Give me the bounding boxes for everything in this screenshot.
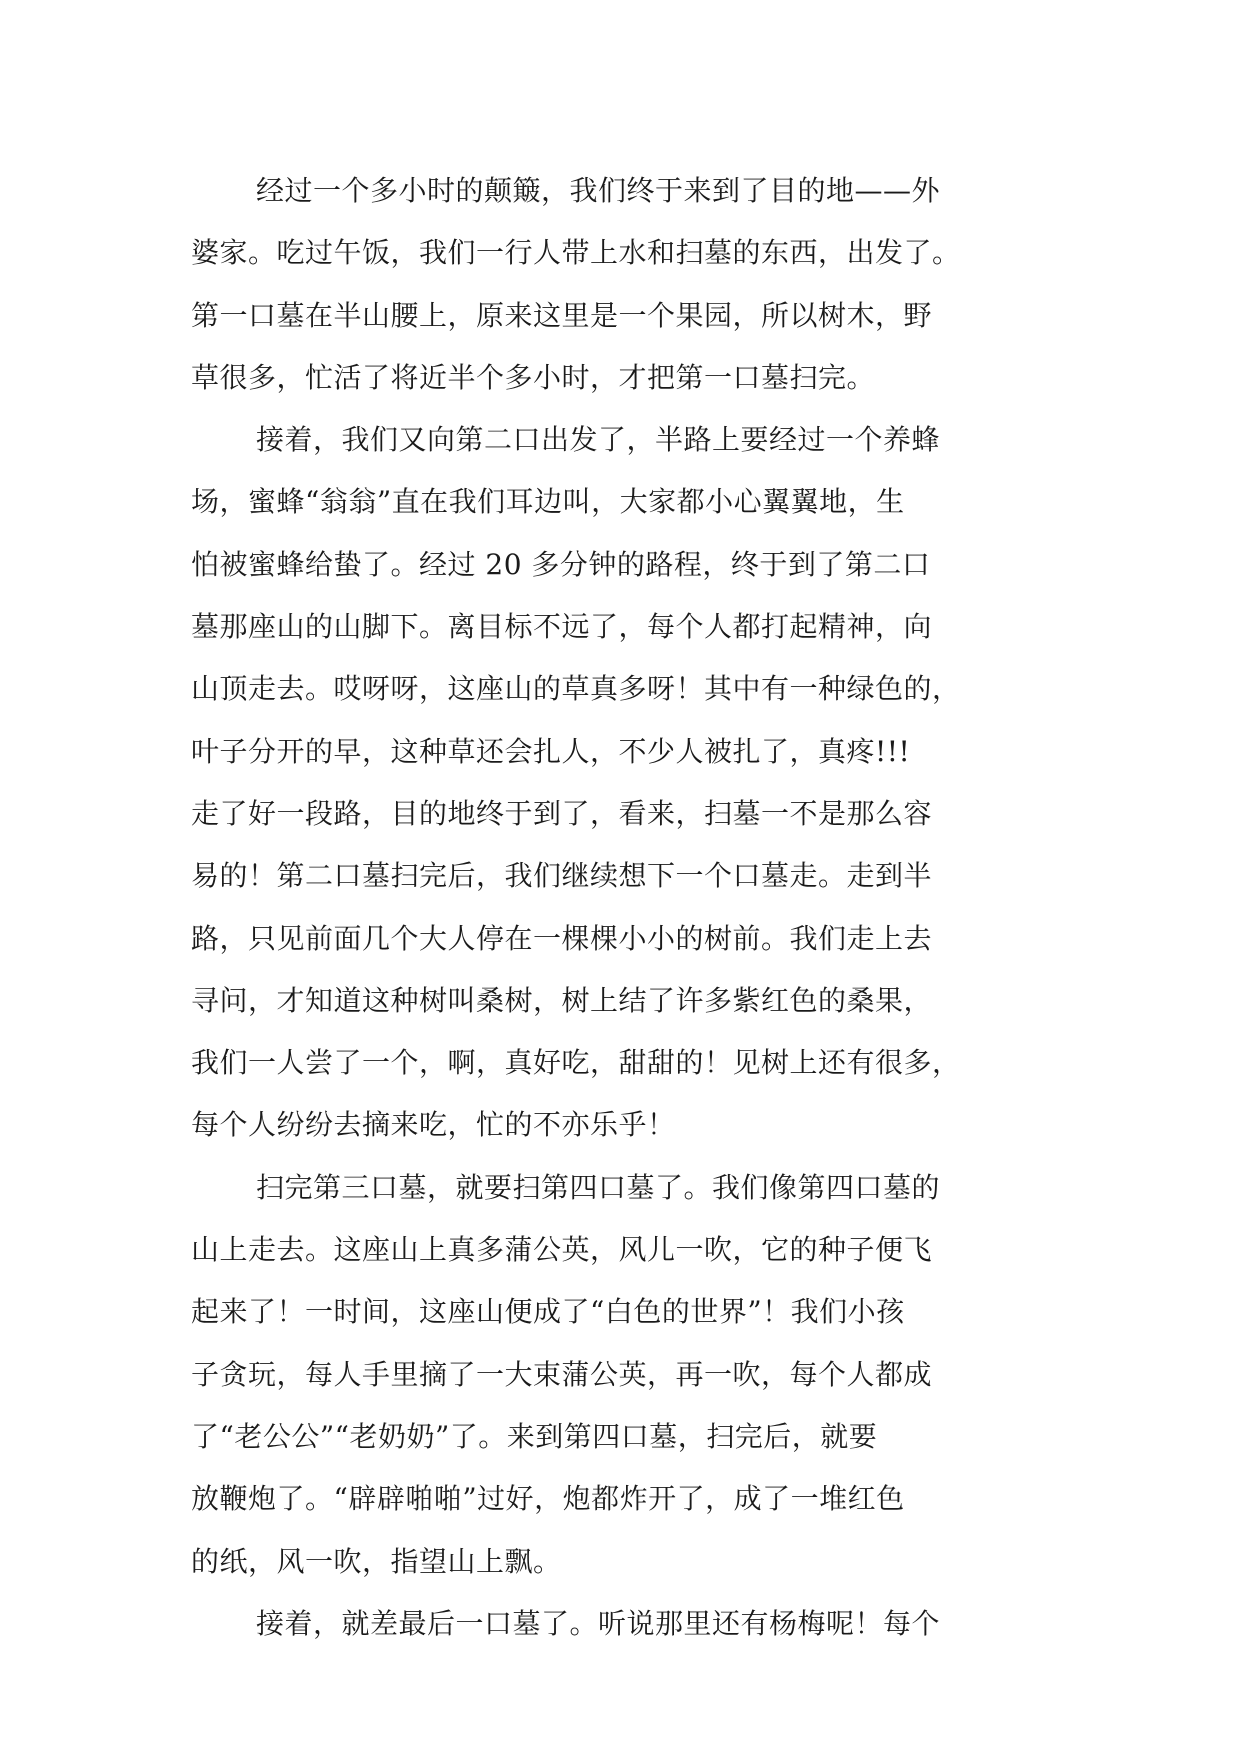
text-line: 走了好一段路，目的地终于到了，看来，扫墓一不是那么容 — [191, 796, 933, 830]
text-line: 放鞭炮了。“辟辟啪啪”过好，炮都炸开了，成了一堆红色 — [191, 1482, 905, 1516]
text-line: 了“老公公”“老奶奶”了。来到第四口墓，扫完后，就要 — [191, 1419, 878, 1453]
text-line: 山顶走去。哎呀呀，这座山的草真多呀！其中有一种绿色的， — [191, 672, 961, 706]
text-line: 寻问，才知道这种树叫桑树，树上结了许多紫红色的桑果， — [191, 983, 933, 1017]
text-line: 我们一人尝了一个，啊，真好吃，甜甜的！见树上还有很多， — [191, 1046, 961, 1080]
text-line: 路，只见前面几个大人停在一棵棵小小的树前。我们走上去 — [191, 921, 933, 955]
text-line: 山上走去。这座山上真多蒲公英，风儿一吹，它的种子便飞 — [191, 1233, 933, 1267]
text-line: 扫完第三口墓，就要扫第四口墓了。我们像第四口墓的 — [256, 1170, 941, 1204]
text-line: 的纸，风一吹，指望山上飘。 — [191, 1544, 562, 1578]
text-line: 易的！第二口墓扫完后，我们继续想下一个口墓走。走到半 — [191, 859, 933, 893]
text-line: 场，蜜蜂“翁翁”直在我们耳边叫，大家都小心翼翼地，生 — [191, 485, 905, 519]
text-line: 草很多，忙活了将近半个多小时，才把第一口墓扫完。 — [191, 360, 876, 394]
text-line: 接着，就差最后一口墓了。听说那里还有杨梅呢！每个 — [256, 1606, 941, 1640]
text-line: 第一口墓在半山腰上，原来这里是一个果园，所以树木，野 — [191, 298, 933, 332]
text-line: 每个人纷纷去摘来吃，忙的不亦乐乎！ — [191, 1108, 676, 1142]
text-line: 子贪玩，每人手里摘了一大束蒲公英，再一吹，每个人都成 — [191, 1357, 933, 1391]
essay-body — [191, 160, 1053, 1655]
text-line: 接着，我们又向第二口出发了，半路上要经过一个养蜂 — [256, 423, 941, 457]
text-line: 经过一个多小时的颠簸，我们终于来到了目的地——外 — [256, 174, 941, 207]
text-line: 叶子分开的早，这种草还会扎人，不少人被扎了，真疼!!! — [191, 734, 911, 768]
text-line: 怕被蜜蜂给蛰了。经过 20 多分钟的路程，终于到了第二口 — [191, 547, 931, 581]
text-line: 婆家。吃过午饭，我们一行人带上水和扫墓的东西，出发了。 — [191, 236, 961, 270]
text-line: 起来了！一时间，这座山便成了“白色的世界”！我们小孩 — [191, 1295, 905, 1329]
text-line: 墓那座山的山脚下。离目标不远了，每个人都打起精神，向 — [191, 610, 933, 644]
